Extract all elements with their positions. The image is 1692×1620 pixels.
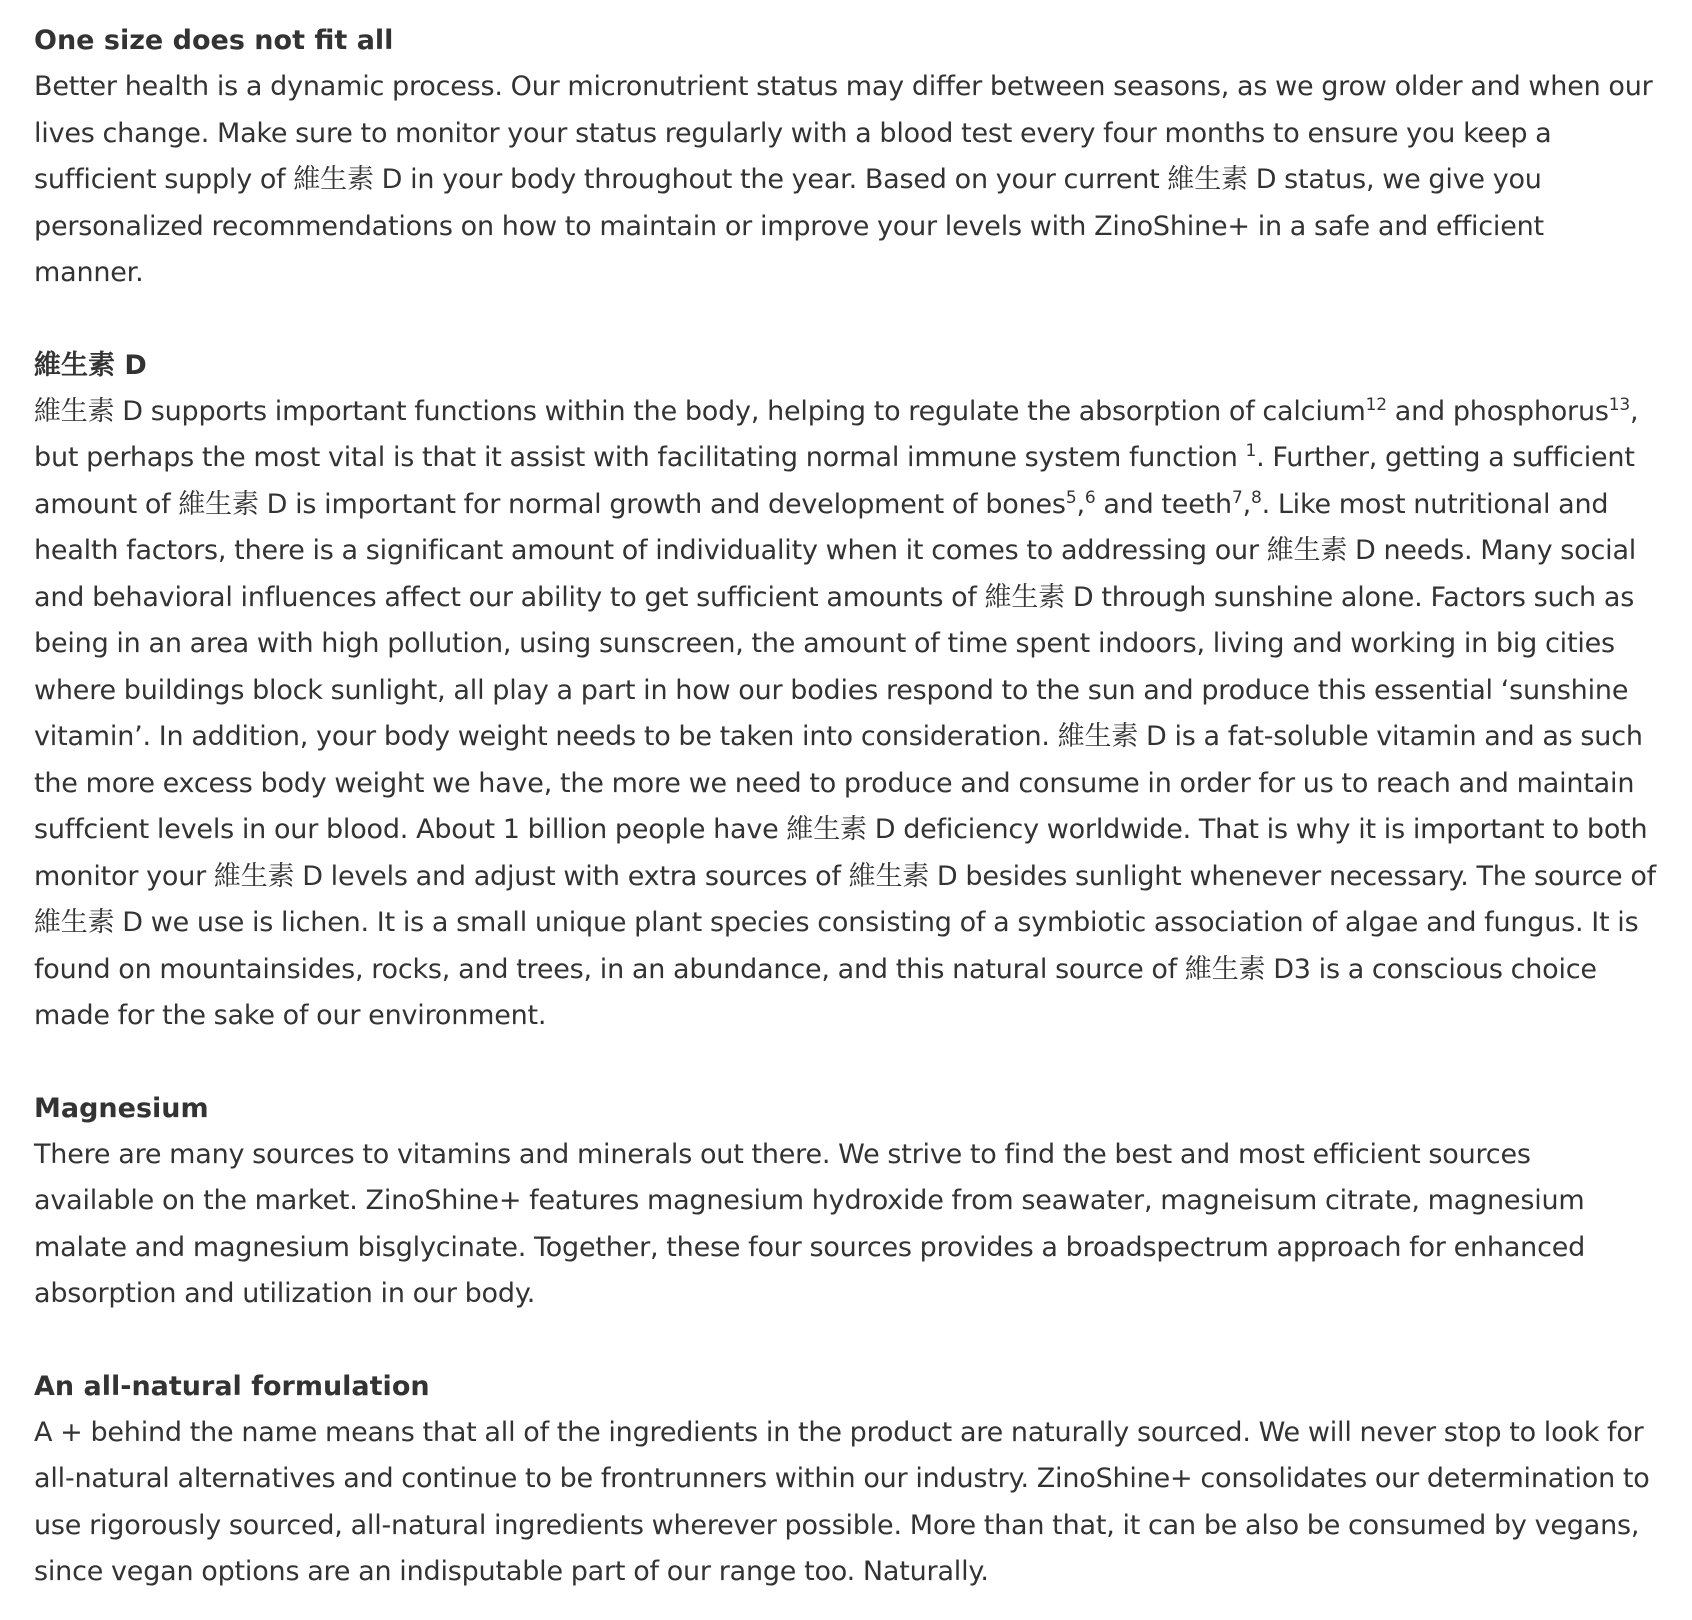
- section-magnesium: [34, 1086, 1658, 1318]
- section-one-size: [34, 18, 1658, 297]
- section-body: Better health is a dynamic process. Our micronutrient status may differ between seasons, as we grow older and when our lives change. Make sure to monitor your status regularly with a blood test every four months to ensure you keep a sufficient supply of 維生素 D in your body throughout the year. Based on your current 維生素 D status, we give you personalized recommendations on how to maintain or improve your levels with ZinoShine+ in a safe and efficient manner.: [34, 71, 1653, 288]
- section-body: A + behind the name means that all of the ingredients in the product are naturally sourced. We will never stop to look for all-natural alternatives and continue to be frontrunners within our industry. ZinoShine+ consolidates our determination to use rigorously sourced, all-natural ingredients wherever possible. More than that, it can be also be consumed by vegans, since vegan options are an indisputable part of our range too. Naturally.: [34, 1416, 1650, 1587]
- section-vitamin-d: [34, 343, 1658, 1040]
- section-all-natural: [34, 1364, 1658, 1596]
- section-heading: Magnesium: [34, 1092, 209, 1124]
- section-heading: One size does not fit all: [34, 25, 394, 56]
- section-heading: An all-natural formulation: [34, 1370, 430, 1402]
- section-heading: 維生素 D: [34, 349, 147, 381]
- section-body: There are many sources to vitamins and minerals out there. We strive to find the best and most efficient sources available on the market. ZinoShine+ features magnesium hydroxide from seawater, magneisum citrate, magnesium malate and magnesium bisglycinate. Together, these four sources provides a broadspectrum approach for enhanced absorption and utilization in our body.: [34, 1138, 1586, 1309]
- section-body: 維生素 D supports important functions within the body, helping to regulate the absorption of calcium$^{12}$ and phosphorus$^{13}$, but perhaps the most vital is that it assist with facilitating normal immune system function $^1$. Further, getting a sufficient amount of 維生素 D is important for normal growth and development of bones$^5$,$^6$ and teeth$^7$,$^8$. Like most nutritional and health factors, there is a significant amount of individuality when it comes to addressing our 維生素 D needs. Many social and behavioral influences affect our ability to get sufficient amounts of 維生素 D through sunshine alone. Factors such as being in an area with high pollution, using sunscreen, the amount of time spent indoors, living and working in big cities where buildings block sunlight, all play a part in how our bodies respond to the sun and produce this essential ‘sunshine vitamin’. In addition, your body weight needs to be taken into consideration. 維生素 D is a fat-soluble vitamin and as such the more excess body weight we have, the more we need to produce and consume in order for us to reach and maintain suffcient levels in our blood. About 1 billion people have 維生素 D deficiency worldwide. That is why it is important to both monitor your 維生素 D levels and adjust with extra sources of 維生素 D besides sunlight whenever necessary. The source of 維生素 D we use is lichen. It is a small unique plant species consisting of a symbiotic association of algae and fungus. It is found on mountainsides, rocks, and trees, in an abundance, and this natural source of 維生素 D3 is a conscious choice made for the sake of our environment.: [34, 394, 1656, 1031]
